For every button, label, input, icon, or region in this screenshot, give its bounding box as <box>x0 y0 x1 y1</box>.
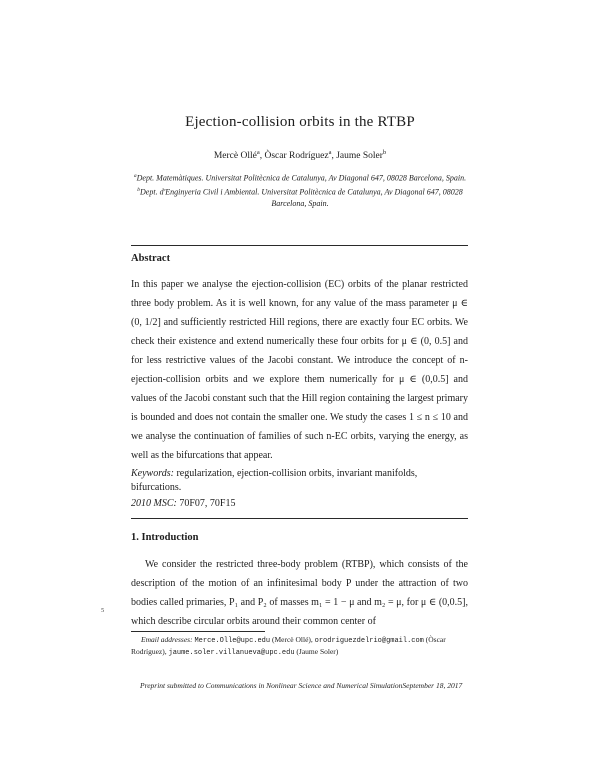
email-owner: (Mercè Ollé), <box>270 635 315 644</box>
email-owner: (Òscar Rodríguez), <box>131 635 446 656</box>
affiliation-mark: a <box>133 173 137 179</box>
abstract-body: In this paper we analyse the ejection-collision (EC) orbits of the planar restricted three body problem. As it is well known, for any value of the mass parameter μ ∈ (0, 1/2] and sufficiently restricted Hill regions, there are exactly four EC orbits. We check their existence and extend numerically these four orbits for μ ∈ (0, 0.5] and for less restrictive values of the Jacobi constant. We introduce the concept of n-ejection-collision orbits and we explore them numerically for μ ∈ (0,0.5] and values of the Jacobi constant such that the Hill region containing the largest primary is bounded and does not contain the smaller one. We study the cases 1 ≤ n ≤ 10 and we analyse the continuation of families of such n-EC orbits, varying the energy, as well as the bifurcations that appear. <box>131 279 468 461</box>
msc-text: 70F07, 70F15 <box>179 498 236 509</box>
author <box>328 149 387 162</box>
keywords-label: Keywords: <box>131 468 177 479</box>
affiliation-text: Dept. Matemàtiques. Universitat Politècnica de Catalunya, Av Diagonal 647, 08028 Barcelona, Spain. <box>136 173 467 183</box>
section-heading-introduction: 1. Introduction <box>131 532 199 543</box>
keywords-line <box>131 467 468 495</box>
footnote-divider <box>131 631 265 632</box>
frontmatter <box>131 245 468 631</box>
abstract-top-divider <box>131 245 468 246</box>
affiliations-block <box>130 171 470 211</box>
email-address: Merce.Olle@upc.edu <box>194 637 271 645</box>
affiliation <box>130 185 470 209</box>
affiliation <box>130 171 470 184</box>
footnote-label: Email addresses: <box>141 635 195 644</box>
author-affiliation-mark: a <box>328 149 332 156</box>
preprint-date: September 18, 2017 <box>402 681 463 690</box>
abstract-bottom-divider <box>131 518 468 519</box>
msc-label: 2010 MSC: <box>131 498 180 509</box>
author-line <box>0 149 600 161</box>
email-owner: (Jaume Soler) <box>294 646 339 656</box>
author-affiliation-mark: a <box>256 149 260 156</box>
introduction-paragraph: We consider the restricted three-body problem (RTBP), which consists of the description of the motion of an infinitesimal body P under the attraction of two bodies called primaries, P₁ and P₂ of masses m₁ = 1 − μ and m₂ = μ, for μ ∈ (0,0.5], which describe circular orbits around their common center of <box>131 559 468 627</box>
margin-line-number: 5 <box>101 607 105 614</box>
email-address: jaume.soler.villanueva@upc.edu <box>168 648 295 657</box>
author <box>260 151 332 161</box>
preprint-footer <box>140 681 560 690</box>
author-affiliation-mark: b <box>382 149 387 156</box>
msc-line <box>131 497 468 511</box>
author-name: , Òscar Rodríguez <box>259 151 329 162</box>
abstract-heading: Abstract <box>131 253 171 264</box>
affiliation-mark: b <box>137 187 141 194</box>
email-footnote <box>131 631 476 658</box>
keywords-text: regularization, ejection-collision orbits, invariant manifolds, bifurcations. <box>131 468 418 493</box>
preprint-submitted-text: Preprint submitted to Communications in Nonlinear Science and Numerical Simulation <box>140 681 403 690</box>
affiliation-text: Dept. d'Enginyeria Civil i Ambiental. Universitat Politècnica de Catalunya, Av Diagonal 647, 08028 Barcelona, Spain. <box>140 188 463 208</box>
author <box>214 151 260 161</box>
footnote-text <box>131 635 476 658</box>
paper-title: Ejection-collision orbits in the RTBP <box>185 114 415 130</box>
author-name: Mercè Ollé <box>213 151 257 162</box>
email-address: orodriguezdelrio@gmail.com <box>314 637 424 645</box>
author-name: , Jaume Soler <box>331 151 383 162</box>
